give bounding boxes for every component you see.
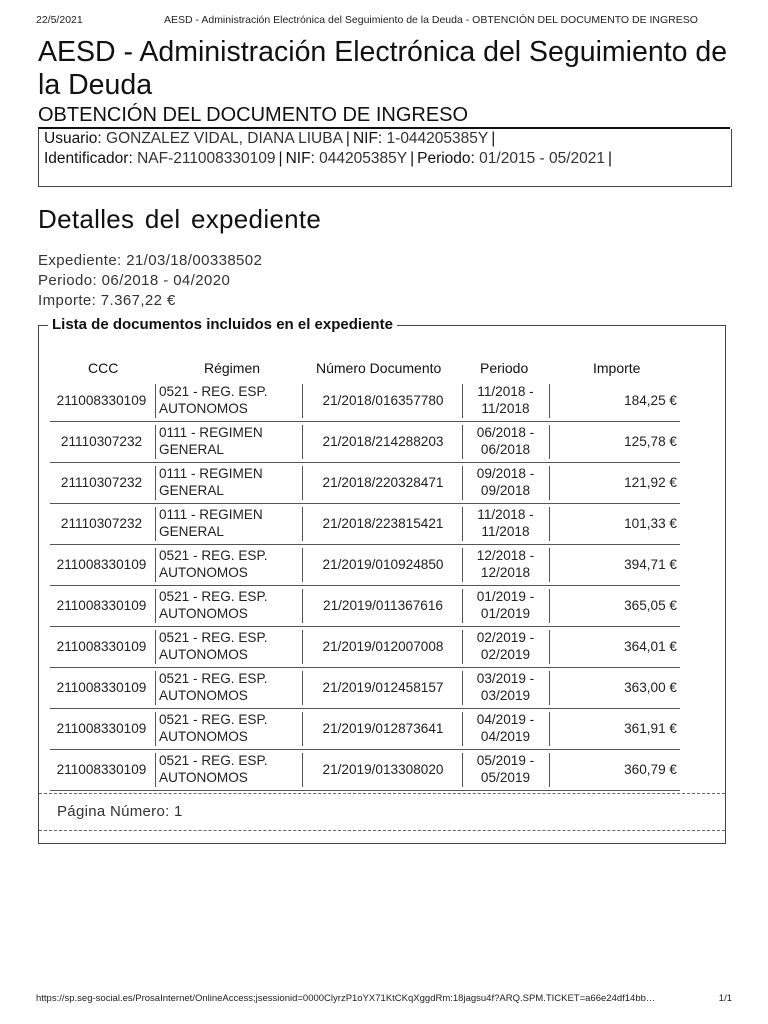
cell-regimen (159, 506, 299, 540)
cell-numero-documento: 21/2019/013308020 (322, 762, 444, 777)
cell-regimen-line1: 0521 - REG. ESP. (159, 671, 268, 686)
cell-regimen-line2: AUTONOMOS (159, 647, 248, 662)
cell-divider (549, 466, 550, 500)
column-header-ccc: CCC (88, 360, 119, 376)
cell-periodo-line1: 01/2019 - (476, 589, 535, 604)
cell-periodo (463, 506, 548, 540)
cell-divider (302, 589, 303, 623)
section-heading: Detalles del expediente (38, 204, 322, 234)
cell-regimen-line1: 0111 - REGIMEN (159, 507, 263, 522)
cell-periodo (463, 670, 548, 704)
table-row (0, 463, 768, 504)
documents-legend: Lista de documentos incluidos en el expediente (48, 316, 397, 333)
cell-ccc: 211008330109 (56, 598, 147, 613)
cell-divider (155, 671, 156, 705)
expediente-info: Expediente: 21/03/18/00338502 (38, 252, 263, 269)
cell-periodo (463, 629, 548, 663)
cell-regimen-line2: AUTONOMOS (159, 770, 248, 785)
cell-importe: 364,01 € (624, 639, 677, 654)
cell-importe: 363,00 € (624, 680, 677, 695)
cell-divider (549, 425, 550, 459)
usuario-value: GONZALEZ VIDAL, DIANA LIUBA (106, 130, 343, 147)
cell-regimen-line1: 0521 - REG. ESP. (159, 548, 268, 563)
cell-divider (549, 753, 550, 787)
cell-importe: 365,05 € (624, 598, 677, 613)
periodo-value: 01/2015 - 05/2021 (479, 150, 605, 167)
table-row (0, 668, 768, 709)
cell-regimen-line1: 0521 - REG. ESP. (159, 589, 268, 604)
cell-periodo-line2: 12/2018 (480, 565, 531, 580)
cell-ccc: 21110307232 (60, 434, 143, 449)
cell-regimen-line1: 0521 - REG. ESP. (159, 753, 268, 768)
user-info-box (38, 129, 732, 187)
cell-importe: 394,71 € (624, 557, 677, 572)
cell-divider (155, 384, 156, 418)
cell-ccc: 21110307232 (60, 475, 143, 490)
cell-periodo (463, 547, 548, 581)
table-row (0, 381, 768, 422)
cell-divider (302, 425, 303, 459)
cell-divider (155, 753, 156, 787)
cell-ccc: 211008330109 (56, 762, 147, 777)
cell-numero-documento: 21/2019/011367616 (323, 598, 443, 613)
column-header-numero-documento: Número Documento (316, 360, 442, 376)
cell-divider (549, 589, 550, 623)
cell-periodo (463, 383, 548, 417)
importe-info: Importe: 7.367,22 € (38, 292, 176, 309)
cell-regimen (159, 383, 299, 417)
cell-numero-documento: 21/2018/214288203 (322, 434, 444, 449)
cell-importe: 121,92 € (624, 475, 677, 490)
cell-periodo-line2: 06/2018 (480, 442, 531, 457)
column-header-periodo: Periodo (480, 360, 529, 376)
cell-divider (155, 589, 156, 623)
cell-divider (549, 630, 550, 664)
cell-divider (155, 712, 156, 746)
cell-ccc: 211008330109 (56, 557, 147, 572)
cell-periodo-line2: 01/2019 (480, 606, 531, 621)
cell-regimen-line1: 0521 - REG. ESP. (159, 384, 268, 399)
cell-periodo-line2: 02/2019 (480, 647, 531, 662)
cell-regimen (159, 424, 299, 458)
cell-numero-documento: 21/2018/223815421 (322, 516, 444, 531)
cell-regimen-line2: AUTONOMOS (159, 606, 248, 621)
cell-divider (302, 548, 303, 582)
cell-divider (155, 466, 156, 500)
user-line-2: Identificador: NAF-211008330109 | NIF: 044205385Y | Periodo: 01/2015 - 05/2021 | (44, 150, 613, 167)
identificador-value: NAF-211008330109 (137, 150, 276, 167)
periodo-label: Periodo: (417, 150, 475, 167)
cell-periodo (463, 465, 548, 499)
cell-periodo (463, 711, 548, 745)
cell-periodo-line1: 11/2018 - (477, 384, 534, 399)
page-subtitle: OBTENCIÓN DEL DOCUMENTO DE INGRESO (38, 104, 469, 126)
cell-regimen-line2: AUTONOMOS (159, 729, 248, 744)
cell-regimen-line2: GENERAL (159, 483, 224, 498)
print-date: 22/5/2021 (36, 14, 83, 26)
cell-importe: 125,78 € (624, 434, 677, 449)
cell-numero-documento: 21/2018/220328471 (322, 475, 444, 490)
cell-ccc: 21110307232 (60, 516, 143, 531)
cell-periodo-line1: 02/2019 - (476, 630, 535, 645)
cell-ccc: 211008330109 (56, 639, 147, 654)
cell-importe: 360,79 € (624, 762, 677, 777)
cell-divider (302, 384, 303, 418)
page-number: Página Número: 1 (57, 803, 183, 820)
column-header-regimen: Régimen (204, 360, 261, 376)
nif2-value: 044205385Y (319, 150, 408, 167)
table-row (0, 545, 768, 586)
cell-divider (302, 466, 303, 500)
cell-importe: 361,91 € (624, 721, 677, 736)
table-row (0, 504, 768, 545)
cell-divider (155, 630, 156, 664)
cell-regimen-line2: AUTONOMOS (159, 688, 248, 703)
user-line-1: Usuario: GONZALEZ VIDAL, DIANA LIUBA | NIF: 1-044205385Y | (44, 130, 496, 147)
cell-regimen-line1: 0111 - REGIMEN (159, 466, 263, 481)
cell-regimen-line2: GENERAL (159, 524, 224, 539)
cell-divider (302, 753, 303, 787)
cell-regimen (159, 752, 299, 786)
cell-divider (302, 630, 303, 664)
page-number-bottom-rule (39, 830, 725, 831)
cell-periodo-line2: 09/2018 (480, 483, 531, 498)
cell-numero-documento: 21/2019/012007008 (322, 639, 444, 654)
cell-periodo-line1: 04/2019 - (476, 712, 535, 727)
cell-periodo (463, 752, 548, 786)
identificador-label: Identificador: (44, 150, 133, 167)
cell-periodo-line2: 05/2019 (480, 770, 531, 785)
cell-regimen (159, 711, 299, 745)
cell-divider (549, 384, 550, 418)
cell-regimen-line2: AUTONOMOS (159, 565, 248, 580)
cell-ccc: 211008330109 (56, 680, 147, 695)
cell-regimen-line2: AUTONOMOS (159, 401, 248, 416)
cell-periodo-line2: 11/2018 (481, 401, 530, 416)
cell-periodo-line1: 11/2018 - (477, 507, 534, 522)
cell-regimen-line2: GENERAL (159, 442, 224, 457)
cell-importe: 101,33 € (624, 516, 677, 531)
cell-divider (549, 712, 550, 746)
cell-regimen (159, 547, 299, 581)
column-header-importe: Importe (593, 360, 641, 376)
cell-divider (302, 712, 303, 746)
table-row (0, 422, 768, 463)
cell-regimen (159, 588, 299, 622)
cell-periodo-line1: 05/2019 - (476, 753, 535, 768)
cell-periodo (463, 424, 548, 458)
cell-periodo-line1: 09/2018 - (476, 466, 535, 481)
table-row (0, 750, 768, 791)
cell-divider (155, 507, 156, 541)
cell-ccc: 211008330109 (56, 393, 147, 408)
page-number-top-rule (39, 793, 725, 794)
table-header (0, 360, 768, 378)
cell-numero-documento: 21/2019/012458157 (322, 680, 444, 695)
cell-regimen-line1: 0111 - REGIMEN (159, 425, 263, 440)
cell-regimen (159, 465, 299, 499)
cell-numero-documento: 21/2018/016357780 (322, 393, 444, 408)
cell-divider (302, 671, 303, 705)
cell-periodo-line2: 03/2019 (480, 688, 531, 703)
table-row (0, 586, 768, 627)
periodo-info: Periodo: 06/2018 - 04/2020 (38, 272, 231, 289)
cell-periodo-line2: 04/2019 (480, 729, 531, 744)
cell-numero-documento: 21/2019/010924850 (322, 557, 444, 572)
print-page-count: 1/1 (718, 993, 732, 1004)
page-title: AESD - Administración Electrónica del Seguimiento de la Deuda (38, 36, 728, 101)
row-divider (50, 790, 680, 791)
table-row (0, 709, 768, 750)
cell-periodo-line1: 06/2018 - (476, 425, 535, 440)
cell-periodo (463, 588, 548, 622)
cell-periodo-line2: 11/2018 (481, 524, 530, 539)
cell-regimen-line1: 0521 - REG. ESP. (159, 712, 268, 727)
cell-divider (549, 671, 550, 705)
print-title: AESD - Administración Electrónica del Seguimiento de la Deuda - OBTENCIÓN DEL DOCUMENTO DE INGRESO (164, 14, 698, 26)
nif-label: NIF: (352, 130, 383, 147)
cell-divider (155, 548, 156, 582)
cell-divider (155, 425, 156, 459)
cell-regimen (159, 670, 299, 704)
nif2-label: NIF: (285, 150, 315, 167)
cell-ccc: 211008330109 (56, 721, 147, 736)
table-row (0, 627, 768, 668)
print-url: https://sp.seg-social.es/ProsaInternet/OnlineAccess;jsessionid=0000ClyrzP1oYX71KtCKqXggdRm:18jagsu4f?ARQ.SPM.TICKET=a66e24df14bb… (36, 993, 656, 1004)
cell-divider (549, 548, 550, 582)
cell-divider (302, 507, 303, 541)
cell-importe: 184,25 € (624, 393, 677, 408)
cell-periodo-line1: 12/2018 - (476, 548, 535, 563)
nif-value: 1-044205385Y (386, 130, 489, 147)
cell-periodo-line1: 03/2019 - (476, 671, 535, 686)
cell-numero-documento: 21/2019/012873641 (322, 721, 444, 736)
cell-regimen-line1: 0521 - REG. ESP. (159, 630, 268, 645)
cell-divider (549, 507, 550, 541)
usuario-label: Usuario: (44, 130, 102, 147)
cell-regimen (159, 629, 299, 663)
